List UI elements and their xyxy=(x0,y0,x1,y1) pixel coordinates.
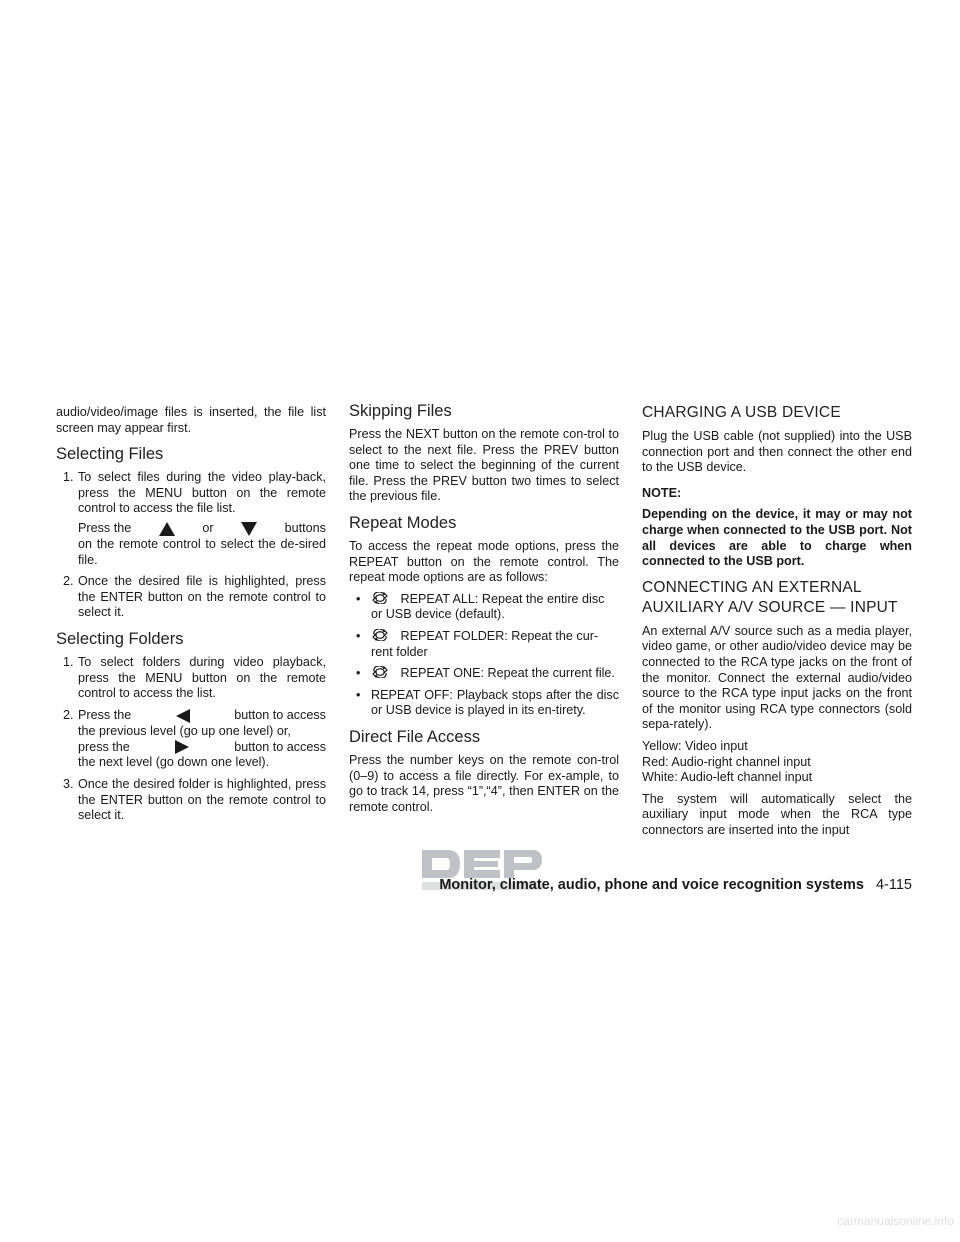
folders-step-1 xyxy=(56,655,326,702)
left-button-line xyxy=(78,708,326,724)
repeat-one-item xyxy=(349,666,619,682)
connector-list xyxy=(642,739,912,786)
button-access-text: button to access xyxy=(234,707,326,722)
step-text: Once the desired folder is highlighted, press the ENTER button on the remote control to select it. xyxy=(78,776,326,823)
step-text: To select folders during video playback, press the MENU button on the remote control to access the list. xyxy=(78,654,326,701)
skip-text: Press the NEXT button on the remote con-trol to select to the next file. Press the PREV button one time to select the beginning of the current file. Press the PREV button two times to select the previous file. xyxy=(349,427,619,504)
or-text: or xyxy=(202,521,214,536)
heading-charging: CHARGING A USB DEVICE xyxy=(642,404,841,421)
repeat-all-icon xyxy=(371,592,389,604)
repeat-all-item xyxy=(349,592,619,623)
step-number: 2. xyxy=(63,707,74,722)
press-the-text: Press the xyxy=(78,707,132,722)
step-number: 1. xyxy=(63,654,74,669)
step-number: 1. xyxy=(63,470,74,485)
repeat-all-text: REPEAT ALL: Repeat the entire disc or USB device (default). xyxy=(371,591,605,622)
button-access-text-2: button to access xyxy=(234,739,326,754)
step-number: 2. xyxy=(63,574,74,589)
step-text: To select files during the video play-back, press the MENU button on the remote control to access the file list. xyxy=(78,470,326,516)
buttons-text: buttons xyxy=(284,521,326,536)
bullet: • xyxy=(356,628,361,643)
folders-step-2 xyxy=(56,708,326,771)
note-text: Depending on the device, it may or may not charge when connected to the USB port. Not all devices are able to charge when connected to the USB port. xyxy=(642,507,912,569)
files-step-1-cont xyxy=(78,521,326,568)
heading-skipping-files: Skipping Files xyxy=(349,402,452,420)
bullet: • xyxy=(356,591,361,606)
page-footer xyxy=(0,877,912,893)
heading-connecting-1: CONNECTING AN EXTERNAL xyxy=(642,578,862,596)
right-button-line xyxy=(78,739,326,755)
repeat-intro: To access the repeat mode options, press the REPEAT button on the remote control. The repeat mode options are as follows: xyxy=(349,538,619,585)
repeat-off-text: REPEAT OFF: Playback stops after the disc or USB device is played in its en-tirety. xyxy=(371,687,619,718)
column-left xyxy=(56,405,326,830)
repeat-folder-item xyxy=(349,629,619,660)
charging-text: Plug the USB cable (not supplied) into the USB connection port and then connect the other end to the USB device. xyxy=(642,429,912,475)
files-step-2 xyxy=(56,574,326,621)
red-line: Red: Audio-right channel input xyxy=(642,754,811,769)
step-end: the next level (go down one level). xyxy=(78,755,270,770)
heading-connecting-2: AUXILIARY A/V SOURCE — INPUT xyxy=(642,598,898,616)
bullet: • xyxy=(356,666,361,681)
down-arrow-icon xyxy=(240,521,258,537)
press-the-text-2: press the xyxy=(78,739,130,754)
yellow-line: Yellow: Video input xyxy=(642,738,748,753)
direct-text: Press the number keys on the remote con-trol (0–9) to access a file directly. For ex-ample, to go to track 14, press “1”,“4”, then ENTER on the remote control. xyxy=(349,752,619,814)
heading-repeat-modes: Repeat Modes xyxy=(349,513,457,532)
note-label: NOTE: xyxy=(642,485,682,500)
step-text: Once the desired file is highlighted, press the ENTER button on the remote control to select it. xyxy=(78,574,326,620)
step-mid: the previous level (go up one level) or, xyxy=(78,723,291,738)
white-line: White: Audio-left channel input xyxy=(642,770,813,785)
repeat-one-text: REPEAT ONE: Repeat the current file. xyxy=(400,666,615,681)
right-arrow-icon xyxy=(173,739,191,755)
footer-section-title: Monitor, climate, audio, phone and voice recognition systems xyxy=(439,877,864,893)
folders-step-3 xyxy=(56,777,326,824)
step-rest: on the remote control to select the de-sired file. xyxy=(78,536,326,567)
repeat-one-icon xyxy=(371,666,389,678)
heading-selecting-folders: Selecting Folders xyxy=(56,629,184,648)
intro-text: audio/video/image files is inserted, the file list screen may appear first. xyxy=(56,405,326,435)
page-number: 4-115 xyxy=(875,877,912,893)
heading-selecting-files: Selecting Files xyxy=(56,445,164,464)
left-arrow-icon xyxy=(174,708,192,724)
press-buttons-line xyxy=(78,521,326,537)
step-number: 3. xyxy=(63,776,74,791)
column-right xyxy=(642,403,912,844)
heading-direct-file-access: Direct File Access xyxy=(349,727,481,746)
files-step-1 xyxy=(56,470,326,517)
site-watermark: carmanualsonline.info xyxy=(837,1214,954,1228)
repeat-folder-text: REPEAT FOLDER: Repeat the cur-rent folder xyxy=(371,628,599,659)
press-the-text: Press the xyxy=(78,521,132,536)
bullet: • xyxy=(356,687,361,702)
up-arrow-icon xyxy=(158,521,176,537)
column-middle xyxy=(349,401,619,821)
repeat-folder-icon xyxy=(371,629,389,641)
auto-text: The system will automatically select the auxiliary input mode when the RCA type connectors are inserted into the input xyxy=(642,791,912,837)
repeat-off-item xyxy=(349,688,619,719)
connect-text: An external A/V source such as a media player, video game, or other audio/video device may be connected to the RCA type jacks on the front of the monitor. Connect the external audio/video source to the RCA type input jacks on the front of the monitor using RCA type connectors (sold sepa-rately). xyxy=(642,623,912,732)
